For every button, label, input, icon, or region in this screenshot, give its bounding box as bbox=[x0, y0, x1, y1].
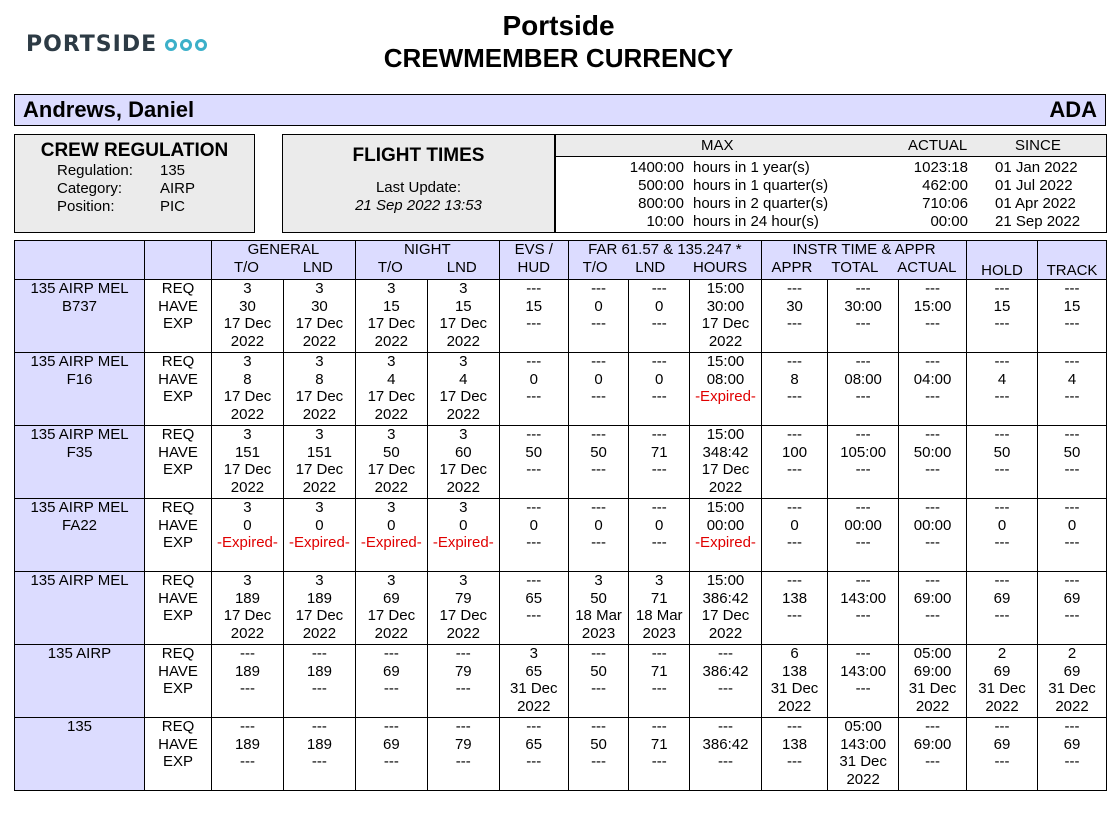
limit-since: 01 Jan 2022 bbox=[995, 159, 1078, 176]
currency-cell: --- 71 --- bbox=[629, 645, 690, 718]
currency-cell: --- 50 --- bbox=[568, 426, 629, 499]
currency-cell: --- 71 --- bbox=[629, 718, 690, 791]
limit-max: 10:00 bbox=[646, 213, 684, 230]
group-instr: INSTR TIME & APPR APPR TOTAL ACTUAL bbox=[761, 241, 966, 280]
group-evs: EVS / HUD bbox=[499, 241, 568, 280]
currency-cell: --- 69:00 --- bbox=[899, 718, 967, 791]
currency-cell: --- 143:00 --- bbox=[828, 645, 899, 718]
flight-times-box bbox=[282, 134, 555, 233]
currency-cell: --- 189 --- bbox=[212, 718, 284, 791]
currency-cell: --- 0 --- bbox=[568, 499, 629, 572]
currency-cell: --- 0 --- bbox=[568, 280, 629, 353]
logo-text: PORTSIDE bbox=[26, 32, 158, 57]
currency-cell: 3 15 17 Dec 2022 bbox=[427, 280, 499, 353]
currency-cell: 3 8 17 Dec 2022 bbox=[283, 353, 355, 426]
limit-desc: hours in 24 hour(s) bbox=[693, 213, 819, 230]
limit-desc: hours in 2 quarter(s) bbox=[693, 195, 829, 212]
currency-cell: --- 143:00 --- bbox=[828, 572, 899, 645]
currency-table bbox=[14, 240, 1107, 791]
currency-cell: --- 69 --- bbox=[967, 718, 1038, 791]
currency-cell: --- 50 --- bbox=[499, 426, 568, 499]
group-track: TRACK bbox=[1038, 241, 1107, 280]
currency-cell: 15:00 386:42 17 Dec 2022 bbox=[690, 572, 762, 645]
crew-regulation-field bbox=[15, 162, 254, 180]
currency-cell: 15:00 08:00 -Expired- bbox=[690, 353, 762, 426]
currency-cell: --- 79 --- bbox=[427, 645, 499, 718]
limit-desc: hours in 1 year(s) bbox=[693, 159, 810, 176]
group-hold: HOLD bbox=[967, 241, 1038, 280]
currency-cell: 3 15 17 Dec 2022 bbox=[355, 280, 427, 353]
currency-cell: --- 15 --- bbox=[967, 280, 1038, 353]
currency-cell: 2 69 31 Dec 2022 bbox=[967, 645, 1038, 718]
currency-cell: 3 151 17 Dec 2022 bbox=[283, 426, 355, 499]
currency-cell: --- 386:42 --- bbox=[690, 645, 762, 718]
crewmember-name: Andrews, Daniel bbox=[23, 97, 195, 122]
currency-cell: --- 65 --- bbox=[499, 718, 568, 791]
crew-regulation-heading: CREW REGULATION bbox=[40, 140, 229, 161]
limit-row bbox=[556, 195, 1106, 213]
field-value: 135 bbox=[160, 162, 186, 179]
col-max: MAX bbox=[701, 137, 734, 154]
row-types: REQ HAVE EXP bbox=[145, 353, 212, 426]
currency-cell: 3 8 17 Dec 2022 bbox=[212, 353, 284, 426]
currency-cell: --- 50 --- bbox=[1038, 426, 1107, 499]
currency-cell: --- 105:00 --- bbox=[828, 426, 899, 499]
limit-row bbox=[556, 213, 1106, 231]
group-general: GENERAL T/O LND bbox=[212, 241, 356, 280]
currency-cell: 15:00 00:00 -Expired- bbox=[690, 499, 762, 572]
row-label: 135 AIRP MEL bbox=[15, 572, 145, 645]
crewmember-bar bbox=[14, 94, 1106, 126]
currency-cell: --- 65 --- bbox=[499, 572, 568, 645]
currency-cell: --- 0 --- bbox=[761, 499, 827, 572]
limit-max: 800:00 bbox=[638, 195, 684, 212]
currency-cell: 3 30 17 Dec 2022 bbox=[283, 280, 355, 353]
currency-cell: 6 138 31 Dec 2022 bbox=[761, 645, 827, 718]
row-types: REQ HAVE EXP bbox=[145, 572, 212, 645]
flight-times-heading: FLIGHT TIMES bbox=[352, 145, 485, 166]
currency-cell: --- 15 --- bbox=[1038, 280, 1107, 353]
limit-actual: 1023:18 bbox=[913, 159, 968, 176]
currency-cell: 3 50 17 Dec 2022 bbox=[355, 426, 427, 499]
table-row bbox=[15, 280, 1107, 353]
limit-since: 01 Apr 2022 bbox=[995, 195, 1076, 212]
currency-cell: 3 60 17 Dec 2022 bbox=[427, 426, 499, 499]
row-types: REQ HAVE EXP bbox=[145, 426, 212, 499]
currency-cell: --- 0 --- bbox=[1038, 499, 1107, 572]
currency-cell: --- 69 --- bbox=[967, 572, 1038, 645]
row-label: 135 AIRP MEL F16 bbox=[15, 353, 145, 426]
currency-cell: --- 00:00 --- bbox=[828, 499, 899, 572]
row-label: 135 bbox=[15, 718, 145, 791]
limit-actual: 00:00 bbox=[930, 213, 968, 230]
currency-cell: --- 0 --- bbox=[629, 353, 690, 426]
currency-cell: 15:00 348:42 17 Dec 2022 bbox=[690, 426, 762, 499]
currency-cell: --- 0 --- bbox=[629, 280, 690, 353]
limit-since: 01 Jul 2022 bbox=[995, 177, 1073, 194]
currency-cell: 3 65 31 Dec 2022 bbox=[499, 645, 568, 718]
currency-cell: --- 0 --- bbox=[967, 499, 1038, 572]
row-label: 135 AIRP MEL FA22 bbox=[15, 499, 145, 572]
table-row bbox=[15, 426, 1107, 499]
currency-cell: --- 15:00 --- bbox=[899, 280, 967, 353]
field-label: Position: bbox=[57, 198, 115, 215]
currency-cell: 3 4 17 Dec 2022 bbox=[355, 353, 427, 426]
col-since: SINCE bbox=[1015, 137, 1061, 154]
currency-cell: --- 30 --- bbox=[761, 280, 827, 353]
currency-cell: 3 79 17 Dec 2022 bbox=[427, 572, 499, 645]
last-update-value: 21 Sep 2022 13:53 bbox=[355, 197, 482, 214]
field-label: Category: bbox=[57, 180, 123, 197]
currency-cell: --- 386:42 --- bbox=[690, 718, 762, 791]
currency-cell: --- 30:00 --- bbox=[828, 280, 899, 353]
title: Portside bbox=[502, 10, 615, 41]
currency-cell: 3 0 -Expired- bbox=[283, 499, 355, 572]
currency-cell: --- 0 --- bbox=[568, 353, 629, 426]
table-row bbox=[15, 718, 1107, 791]
currency-cell: --- 50 --- bbox=[568, 645, 629, 718]
currency-cell: --- 15 --- bbox=[499, 280, 568, 353]
report-title bbox=[0, 10, 1117, 74]
limit-max: 1400:00 bbox=[629, 159, 684, 176]
currency-cell: 3 151 17 Dec 2022 bbox=[212, 426, 284, 499]
currency-cell: --- 50:00 --- bbox=[899, 426, 967, 499]
currency-cell: --- 138 --- bbox=[761, 572, 827, 645]
row-label: 135 AIRP MEL F35 bbox=[15, 426, 145, 499]
currency-cell: 3 30 17 Dec 2022 bbox=[212, 280, 284, 353]
limit-max: 500:00 bbox=[638, 177, 684, 194]
currency-cell: 3 4 17 Dec 2022 bbox=[427, 353, 499, 426]
currency-cell: --- 4 --- bbox=[967, 353, 1038, 426]
currency-cell: 3 0 -Expired- bbox=[427, 499, 499, 572]
last-update-label: Last Update: bbox=[375, 179, 462, 196]
currency-cell: --- 69 --- bbox=[355, 645, 427, 718]
table-row bbox=[15, 645, 1107, 718]
currency-cell: --- 189 --- bbox=[212, 645, 284, 718]
currency-cell: 05:00 143:00 31 Dec 2022 bbox=[828, 718, 899, 791]
currency-cell: --- 189 --- bbox=[283, 645, 355, 718]
field-value: AIRP bbox=[160, 180, 196, 197]
group-night: NIGHT T/O LND bbox=[355, 241, 499, 280]
currency-cell: --- 100 --- bbox=[761, 426, 827, 499]
currency-cell: 3 189 17 Dec 2022 bbox=[212, 572, 284, 645]
currency-cell: --- 0 --- bbox=[499, 353, 568, 426]
currency-cell: 3 71 18 Mar 2023 bbox=[629, 572, 690, 645]
col-actual: ACTUAL bbox=[908, 137, 968, 154]
currency-cell: 3 69 17 Dec 2022 bbox=[355, 572, 427, 645]
currency-cell: --- 189 --- bbox=[283, 718, 355, 791]
currency-cell: --- 08:00 --- bbox=[828, 353, 899, 426]
currency-cell: --- 69 --- bbox=[1038, 718, 1107, 791]
crew-regulation-box bbox=[14, 134, 255, 233]
limit-actual: 462:00 bbox=[922, 177, 968, 194]
row-label: 135 AIRP bbox=[15, 645, 145, 718]
limit-row bbox=[556, 177, 1106, 195]
flight-limits-box bbox=[555, 134, 1107, 233]
currency-cell: --- 69 --- bbox=[1038, 572, 1107, 645]
table-row bbox=[15, 572, 1107, 645]
row-types: REQ HAVE EXP bbox=[145, 280, 212, 353]
currency-cell: --- 69:00 --- bbox=[899, 572, 967, 645]
limit-row bbox=[556, 159, 1106, 177]
row-types: REQ HAVE EXP bbox=[145, 645, 212, 718]
subtitle: CREWMEMBER CURRENCY bbox=[383, 43, 734, 73]
table-header bbox=[15, 241, 1107, 280]
currency-cell: --- 0 --- bbox=[629, 499, 690, 572]
crew-regulation-field bbox=[15, 198, 254, 216]
limit-since: 21 Sep 2022 bbox=[995, 213, 1081, 230]
row-types: REQ HAVE EXP bbox=[145, 718, 212, 791]
currency-cell: --- 04:00 --- bbox=[899, 353, 967, 426]
currency-cell: 05:00 69:00 31 Dec 2022 bbox=[899, 645, 967, 718]
currency-cell: --- 8 --- bbox=[761, 353, 827, 426]
limit-actual: 710:06 bbox=[922, 195, 968, 212]
currency-cell: 15:00 30:00 17 Dec 2022 bbox=[690, 280, 762, 353]
currency-cell: 3 50 18 Mar 2023 bbox=[568, 572, 629, 645]
table-row bbox=[15, 499, 1107, 572]
currency-cell: 2 69 31 Dec 2022 bbox=[1038, 645, 1107, 718]
currency-cell: --- 50 --- bbox=[568, 718, 629, 791]
row-label: 135 AIRP MEL B737 bbox=[15, 280, 145, 353]
row-types: REQ HAVE EXP bbox=[145, 499, 212, 572]
group-far: FAR 61.57 & 135.247 * T/O LND HOURS bbox=[568, 241, 761, 280]
table-row bbox=[15, 353, 1107, 426]
field-value: PIC bbox=[160, 198, 186, 215]
currency-cell: --- 00:00 --- bbox=[899, 499, 967, 572]
crewmember-code: ADA bbox=[1049, 97, 1097, 122]
currency-cell: 3 189 17 Dec 2022 bbox=[283, 572, 355, 645]
currency-cell: --- 71 --- bbox=[629, 426, 690, 499]
field-label: Regulation: bbox=[57, 162, 133, 179]
currency-cell: --- 69 --- bbox=[355, 718, 427, 791]
currency-cell: 3 0 -Expired- bbox=[355, 499, 427, 572]
currency-cell: --- 79 --- bbox=[427, 718, 499, 791]
currency-cell: --- 0 --- bbox=[499, 499, 568, 572]
limit-desc: hours in 1 quarter(s) bbox=[693, 177, 829, 194]
currency-cell: --- 50 --- bbox=[967, 426, 1038, 499]
currency-cell: 3 0 -Expired- bbox=[212, 499, 284, 572]
currency-cell: --- 138 --- bbox=[761, 718, 827, 791]
currency-cell: --- 4 --- bbox=[1038, 353, 1107, 426]
crew-regulation-field bbox=[15, 180, 254, 198]
